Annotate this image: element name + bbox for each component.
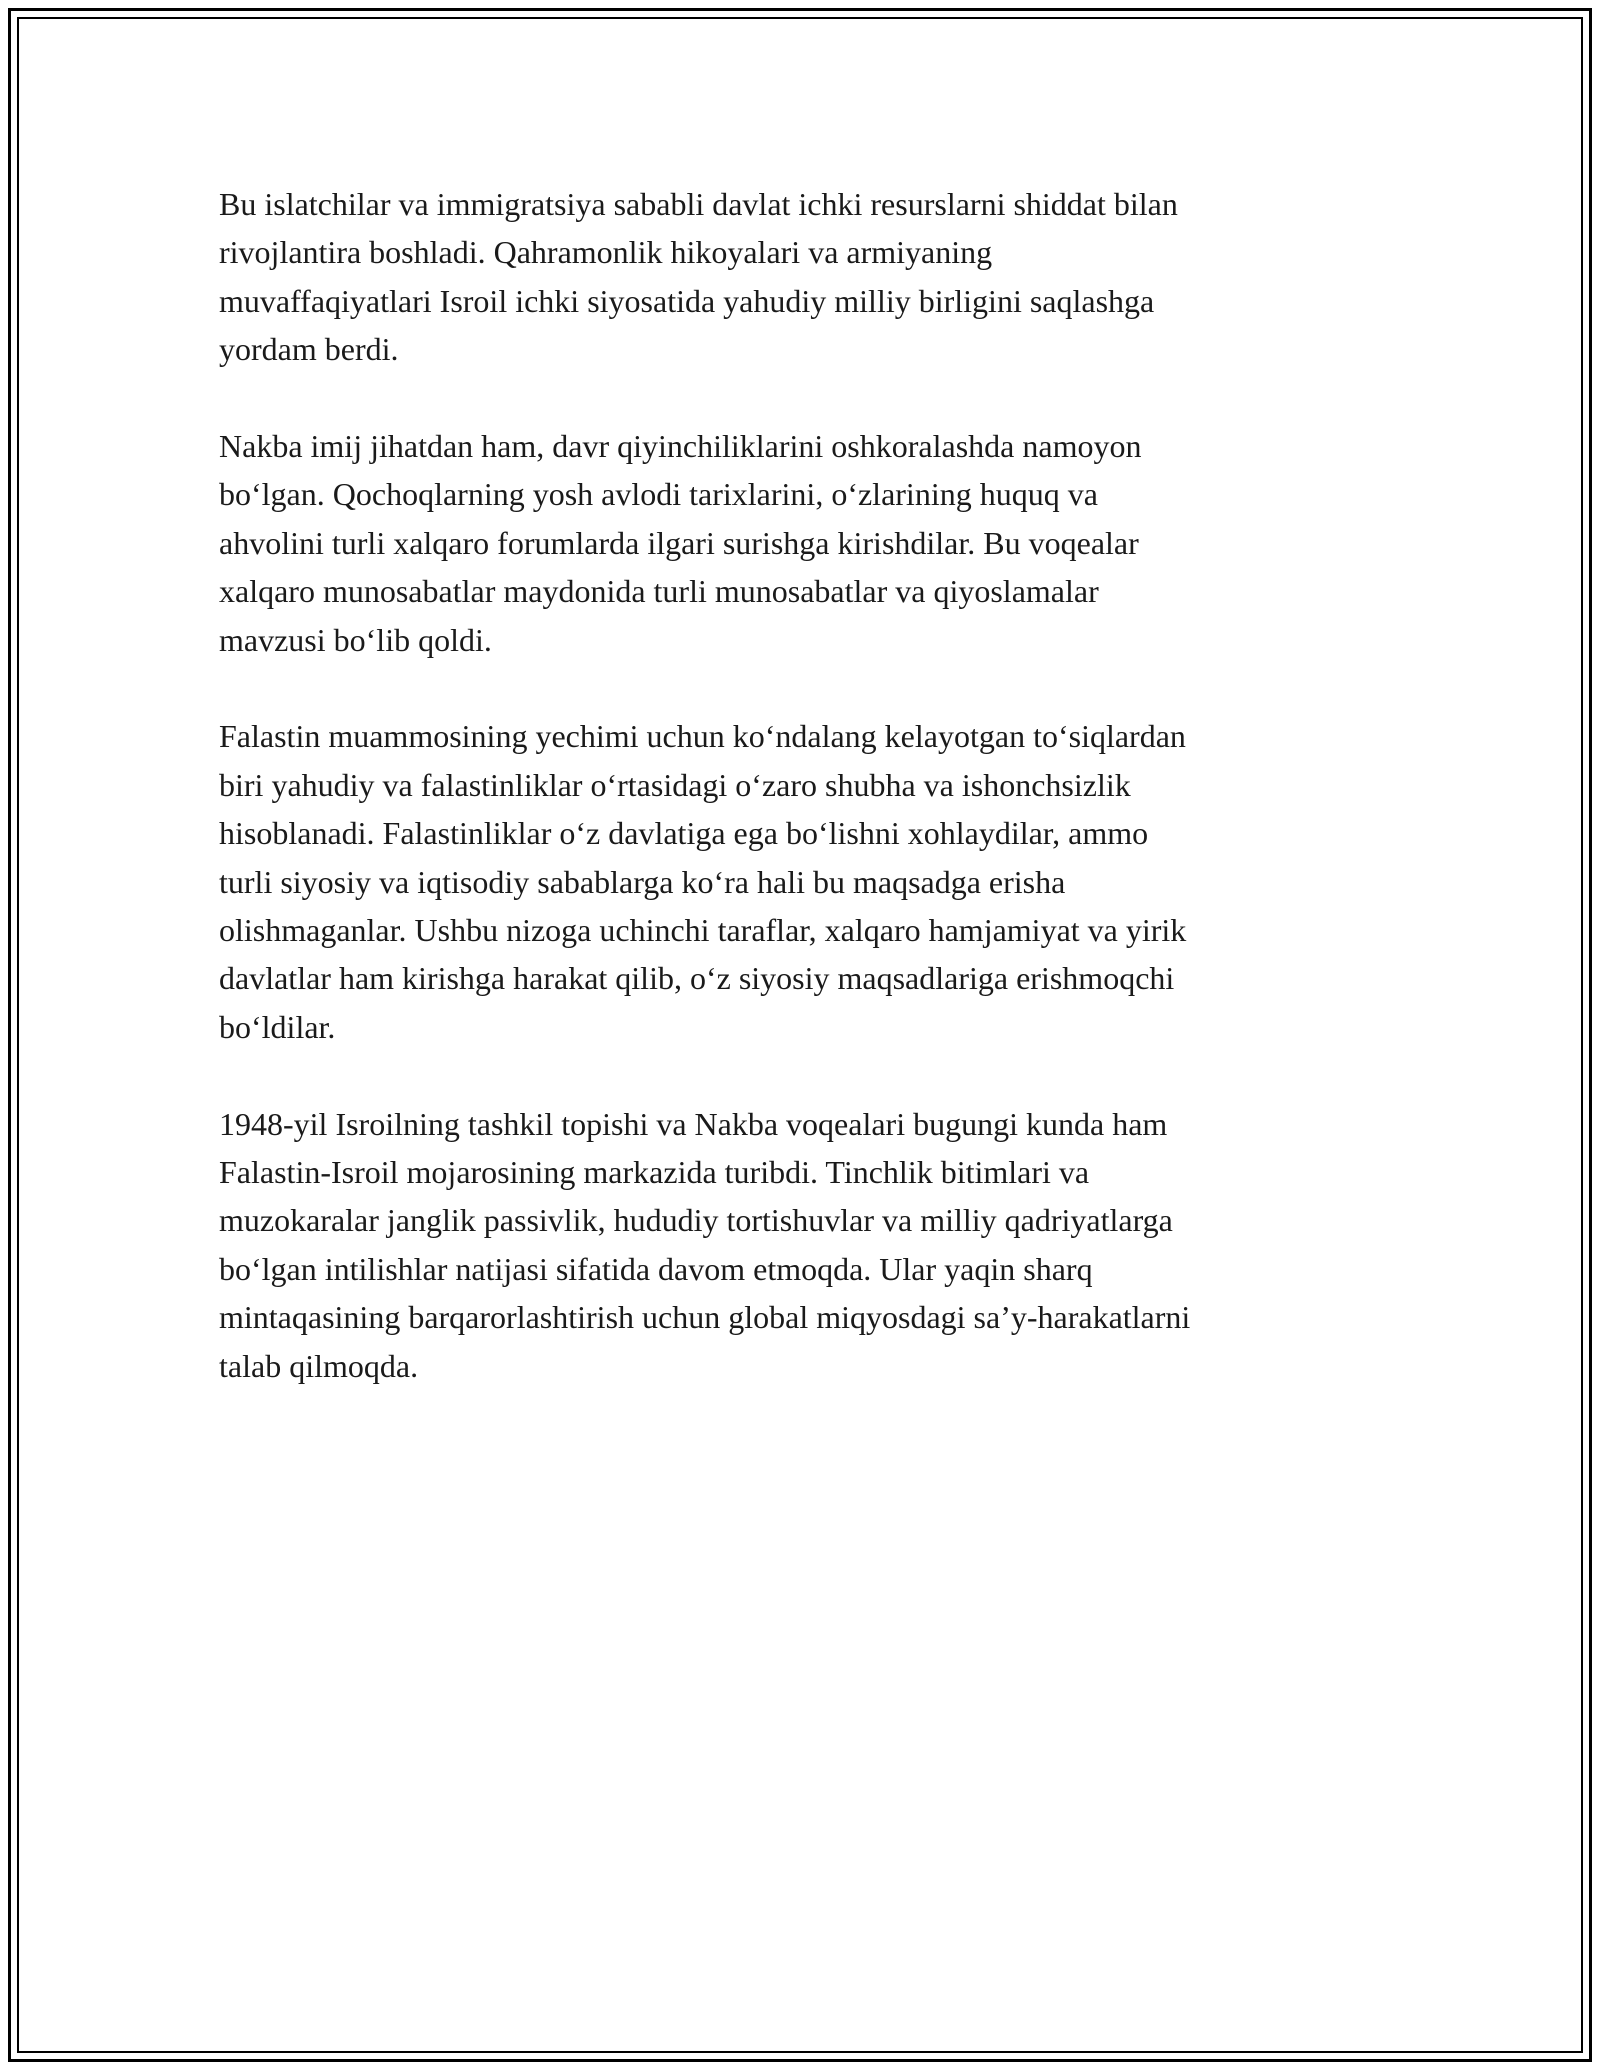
paragraph-line: davlatlar ham kirishga harakat qilib, o‘z siyosiy maqsadlariga erishmoqchi <box>219 960 1175 997</box>
paragraph-line: biri yahudiy va falastinliklar o‘rtasidagi o‘zaro shubha va ishonchsizlik <box>219 766 1131 803</box>
paragraph-line: ahvolini turli xalqaro forumlarda ilgari surishga kirishdilar. Bu voqealar <box>219 524 1139 561</box>
paragraph-2 <box>219 422 1369 664</box>
paragraph-1 <box>219 180 1369 374</box>
paragraph-line: xalqaro munosabatlar maydonida turli munosabatlar va qiyoslamalar <box>219 573 1099 610</box>
paragraph-4 <box>219 1100 1369 1390</box>
paragraph-line: hisoblanadi. Falastinliklar o‘z davlatiga ega bo‘lishni xohlaydilar, ammo <box>219 815 1149 852</box>
paragraph-line: talab qilmoqda. <box>219 1347 419 1384</box>
paragraph-line: Falastin-Isroil mojarosining markazida turibdi. Tinchlik bitimlari va <box>219 1154 1090 1191</box>
paragraph-3 <box>219 712 1369 1051</box>
paragraph-line: Nakba imij jihatdan ham, davr qiyinchiliklarini oshkoralashda namoyon <box>219 428 1142 465</box>
paragraph-line: muvaffaqiyatlari Isroil ichki siyosatida yahudiy milliy birligini saqlashga <box>219 282 1155 319</box>
document-body <box>219 180 1369 1439</box>
paragraph-line: yordam berdi. <box>219 331 399 368</box>
paragraph-line: Falastin muammosining yechimi uchun ko‘ndalang kelayotgan to‘siqlardan <box>219 718 1186 755</box>
paragraph-line: 1948-yil Isroilning tashkil topishi va Nakba voqealari bugungi kunda ham <box>219 1105 1168 1142</box>
paragraph-line: bo‘lgan. Qochoqlarning yosh avlodi tarixlarini, o‘zlarining huquq va <box>219 476 1098 513</box>
paragraph-line: muzokaralar janglik passivlik, hududiy tortishuvlar va milliy qadriyatlarga <box>219 1202 1173 1239</box>
paragraph-line: olishmaganlar. Ushbu nizoga uchinchi taraflar, xalqaro hamjamiyat va yirik <box>219 912 1187 949</box>
paragraph-line: bo‘ldilar. <box>219 1008 336 1045</box>
paragraph-line: mintaqasining barqarorlashtirish uchun global miqyosdagi sa’y-harakatlarni <box>219 1299 1191 1336</box>
paragraph-line: mavzusi bo‘lib qoldi. <box>219 621 492 658</box>
paragraph-line: Bu islatchilar va immigratsiya sababli davlat ichki resurslarni shiddat bilan <box>219 186 1178 222</box>
paragraph-line: bo‘lgan intilishlar natijasi sifatida davom etmoqda. Ular yaqin sharq <box>219 1250 1093 1287</box>
paragraph-line: turli siyosiy va iqtisodiy sabablarga ko‘ra hali bu maqsadga erisha <box>219 863 1066 900</box>
paragraph-line: rivojlantira boshladi. Qahramonlik hikoyalari va armiyaning <box>219 234 993 271</box>
